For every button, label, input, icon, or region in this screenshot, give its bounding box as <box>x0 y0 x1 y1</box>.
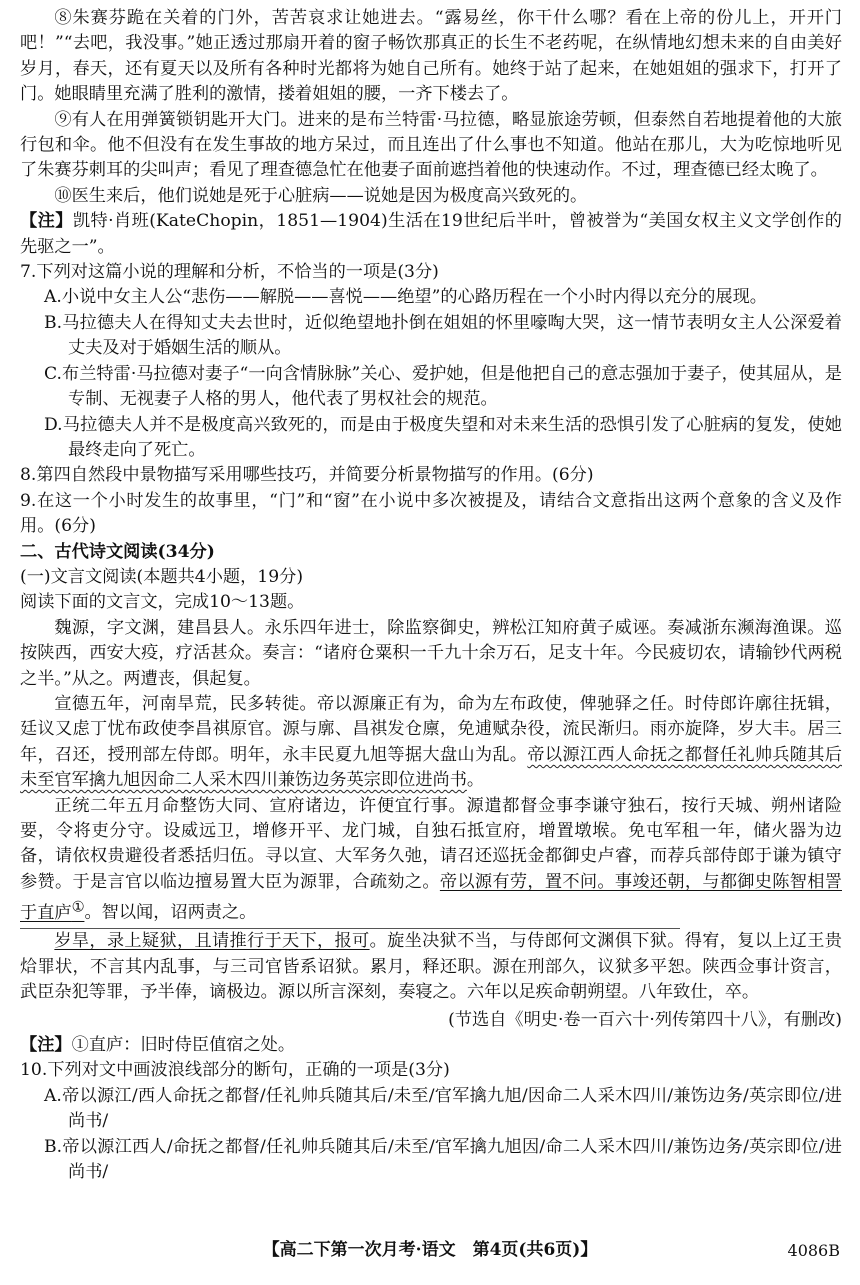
classical-paragraph-3-text: 正统二年五月命整饬大同、宣府诸边，许便宜行事。源遣都督佥事李谦守独石，按行天城、朔州诸险要，令将吏分守。设威远卫，增修开平、龙门城，自独石抵宣府，增置墩堠。免屯军租一年，储火器为边备，请依权贵避役者悉括归伍。寻以宣、大军务久弛，请召还巡抚金都御史卢睿，而荐兵部侍郎于谦为镇守参赞。于是言官以临边擅易置大臣为源罪，合疏劾之。 <box>20 795 842 892</box>
section-heading: 二、古代诗文阅读(34分) <box>20 541 215 562</box>
source-citation: (节选自《明史·卷一百六十·列传第四十八》，有删改) <box>448 1009 842 1030</box>
question-10 <box>20 1058 842 1185</box>
question-10-option-a: A.帝以源江/西人命抚之都督/任礼帅兵随其后/未至/官军擒九旭/因命二人采木四川/兼饬边务/英宗即位/进尚书/ <box>44 1085 842 1132</box>
underlined-sentence-1-text: 帝以源有劳，置不问。事竣还朝，与都御史陈智相詈于直庐 <box>20 871 842 923</box>
wavy-underlined-passage: 帝以源江西人命抚之都督任礼帅兵随其后未至官军擒九旭因命二人采木四川兼饬边务英宗即位进尚书 <box>20 744 842 791</box>
classical-paragraph-4 <box>20 929 842 1005</box>
question-10-option-b: B.帝以源江西人/命抚之都督/任礼帅兵随其后/未至/官军擒九旭因/命二人采木四川/兼饬边务/英宗即位/进尚书/ <box>44 1136 842 1183</box>
classical-paragraph-2-end: 。 <box>466 770 485 791</box>
classical-paragraph-2-text: 宣德五年，河南旱荒，民多转徙。帝以源廉正有为，命为左布政使，俾驰驿之任。时侍郎许廓往抚辑，廷议又虑丁忧布政使李昌祺原官。源与廓、昌祺发仓廪，免逋赋杂役，流民渐归。雨亦旋降，岁大丰。居三年，召还，授刑部左侍郎。明年，永丰民夏九旭等据大盘山为乱。 <box>20 693 842 765</box>
question-7 <box>20 260 842 463</box>
story-note <box>20 209 842 260</box>
classical-paragraph-2 <box>20 692 842 794</box>
classical-text <box>20 616 842 1059</box>
question-8: 8.第四自然段中景物描写采用哪些技巧，并简要分析景物描写的作用。(6分) <box>20 465 594 486</box>
footnote-marker: ① <box>71 899 85 916</box>
classical-note <box>20 1033 842 1058</box>
page-footer: 【高二下第一次月考·语文 第4页(共6页)】 <box>262 1239 598 1260</box>
section-instruction: 阅读下面的文言文，完成10～13题。 <box>20 592 305 613</box>
classical-paragraph-3-end: 。智以闻，诏两责之。 <box>84 902 257 923</box>
classical-paragraph-4-text: 。旋坐决狱不当，与侍郎何文渊俱下狱。得宥，复以上辽王贵烚罪状，不言其内乱事，与三司官皆系诏狱。累月，释还职。源在刑部久，议狱多平恕。陕西佥事计资言，武臣杂犯等罪，予半俸，谪极边。源以所言深刻，奏寝之。六年以足疾命朝朔望。八年致仕，卒。 <box>20 931 842 1003</box>
story-paragraph-10: ⑩医生来后，他们说她是死于心脏病——说她是因为极度高兴致死的。 <box>54 185 588 206</box>
question-7-option-d: D.马拉德夫人并不是极度高兴致死的，而是由于极度失望和对未来生活的恐惧引发了心脏病的复发，使她最终走向了死亡。 <box>44 414 842 460</box>
page-code: 4086B <box>787 1240 840 1260</box>
question-7-option-a: A.小说中女主人公“悲伤——解脱——喜悦——绝望”的心路历程在一个小时内得以充分的展现。 <box>44 287 767 308</box>
question-9: 9.在这一个小时发生的故事里，“门”和“窗”在小说中多次被提及，请结合文意指出这两个意象的含义及作用。(6分) <box>20 490 842 537</box>
classical-paragraph-1: 魏源，字文渊，建昌县人。永乐四年进士，除监察御史，辨松江知府黄子威诬。奏减浙东濒海渔课。巡按陕西，西安大疫，疗活甚众。奏言：“诸府仓粟积一千九十余万石，足支十年。今民疲切农，请输钞代两税之半。”从之。两遭丧，俱起复。 <box>20 617 842 689</box>
underlined-sentence-2: 岁旱，录上疑狱，且请推行于天下，报可 <box>54 931 370 952</box>
question-7-stem: 7.下列对这篇小说的理解和分析，不恰当的一项是(3分) <box>20 262 439 283</box>
classical-note-text: ①直庐：旧时侍臣值宿之处。 <box>71 1034 296 1055</box>
story-section <box>20 6 842 260</box>
classical-paragraph-3 <box>20 794 842 927</box>
story-paragraph-8: ⑧朱赛芬跪在关着的门外，苦苦哀求让她进去。“露易丝，你干什么哪？看在上帝的份儿上，开开门吧！”“去吧，我没事。”她正透过那扇开着的窗子畅饮那真正的长生不老药呢，在纵情地幻想未来的自由美好岁月，春天，还有夏天以及所有各种时光都将为她自己所有。她终于站了起来，在她姐姐的强求下，打开了门。她眼睛里充满了胜利的激情，搂着姐姐的腰，一齐下楼去了。 <box>20 8 842 105</box>
question-10-stem: 10.下列对文中画波浪线部分的断句，正确的一项是(3分) <box>20 1060 450 1081</box>
classical-note-label: 【注】 <box>20 1034 72 1055</box>
question-7-option-b: B.马拉德夫人在得知丈夫去世时，近似绝望地扑倒在姐姐的怀里嚎啕大哭，这一情节表明女主人公深爱着丈夫及对于婚姻生活的顺从。 <box>44 312 842 359</box>
story-paragraph-9: ⑨有人在用弹簧锁钥匙开大门。进来的是布兰特雷·马拉德，略显旅途劳顿，但泰然自若地提着他的大旅行包和伞。他不但没有在发生事故的地方呆过，而且连出了什么事也不知道。他站在那儿，大为吃惊地听见了朱赛芬刺耳的尖叫声；看见了理查德急忙在他妻子面前遮挡着他的快速动作。不过，理查德已经太晚了。 <box>20 109 842 181</box>
note-label: 【注】 <box>20 211 73 232</box>
note-text: 凯特·肖班(KateChopin，1851—1904)生活在19世纪后半叶，曾被誉为“美国女权主义文学创作的先驱之一”。 <box>20 211 842 257</box>
question-7-option-c: C.布兰特雷·马拉德对妻子“一向含情脉脉”关心、爱护她，但是他把自己的意志强加于妻子，使其屈从，是专制、无视妻子人格的男人，他代表了男权社会的规范。 <box>44 363 842 410</box>
section-subheading: (一)文言文阅读(本题共4小题，19分) <box>20 566 304 587</box>
